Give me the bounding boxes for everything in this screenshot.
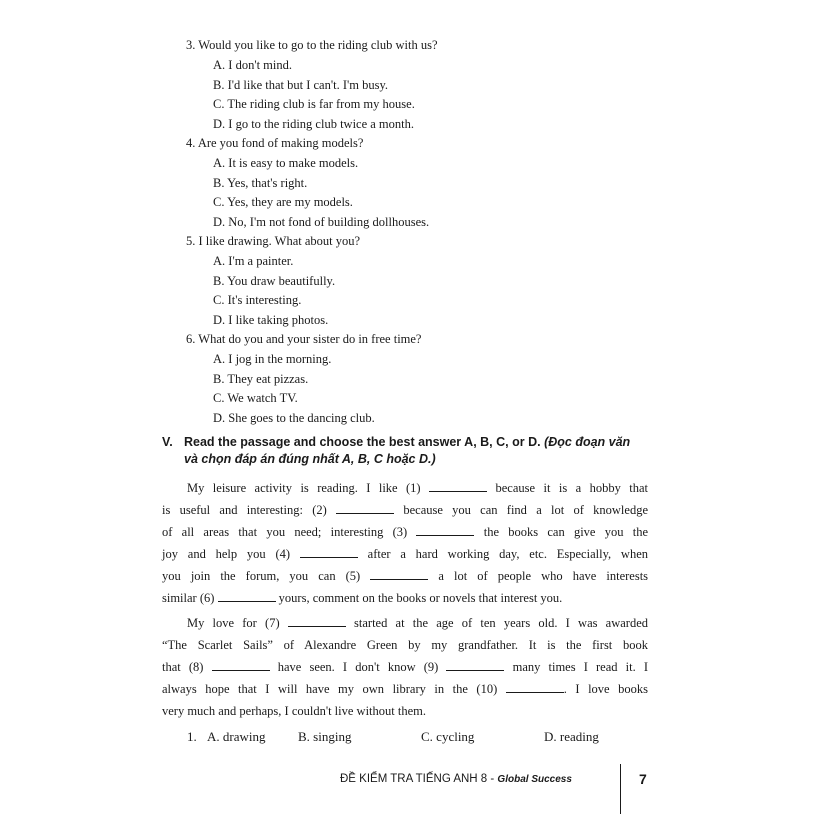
question-5: 5. I like drawing. What about you? (186, 234, 361, 248)
question-6: 6. What do you and your sister do in free time? (186, 332, 422, 346)
q4-option-a: A. It is easy to make models. (213, 156, 359, 170)
section-heading: V. Read the passage and choose the best answer A, B, C, or D. (Đọc đoạn văn (162, 435, 631, 449)
question-4: 4. Are you fond of making models? (186, 136, 364, 150)
answer-option-b: B. singing (298, 729, 352, 744)
q5-option-c: C. It's interesting. (213, 293, 302, 307)
answer-option-a: A. drawing (207, 729, 266, 744)
blank-6 (218, 590, 276, 602)
q6-option-d: D. She goes to the dancing club. (213, 411, 375, 425)
q6-option-b: B. They eat pizzas. (213, 372, 309, 386)
blank-1 (429, 480, 487, 492)
q4-option-c: C. Yes, they are my models. (213, 195, 353, 209)
answer-option-c: C. cycling (421, 729, 475, 744)
passage-line: similar (6) yours, comment on the books or novels that interest you. (162, 591, 563, 605)
question-3: 3. Would you like to go to the riding club with us? (186, 38, 438, 52)
footer-subtitle: Global Success (497, 774, 572, 785)
q4-option-b: B. Yes, that's right. (213, 176, 308, 190)
q3-option-d: D. I go to the riding club twice a month. (213, 117, 415, 131)
page-number: 7 (639, 771, 647, 787)
q5-option-d: D. I like taking photos. (213, 313, 329, 327)
q4-option-d: D. No, I'm not fond of building dollhouses. (213, 215, 430, 229)
answer-option-d: D. reading (544, 729, 599, 744)
passage-line: My leisure activity is reading. I like (1) because it is a hobby that (187, 481, 649, 495)
passage-line: joy and help you (4) after a hard working day, etc. Especially, when (162, 547, 649, 561)
section-heading-vi: và chọn đáp án đúng nhất A, B, C hoặc D.) (184, 452, 436, 466)
passage-line: of all areas that you need; interesting (3) the books can give you the (162, 525, 649, 539)
blank-7 (288, 615, 346, 627)
blank-4 (300, 546, 358, 558)
q3-option-c: C. The riding club is far from my house. (213, 97, 415, 111)
q6-option-a: A. I jog in the morning. (213, 352, 332, 366)
blank-3 (416, 524, 474, 536)
q5-option-b: B. You draw beautifully. (213, 274, 336, 288)
passage-line: My love for (7) started at the age of ten years old. I was awarded (187, 616, 649, 630)
blank-2 (336, 502, 394, 514)
q3-option-a: A. I don't mind. (213, 58, 292, 72)
passage-line: very much and perhaps, I couldn't live without them. (162, 704, 426, 718)
blank-10 (506, 681, 564, 693)
passage-line: is useful and interesting: (2) because you can find a lot of knowledge (162, 503, 648, 517)
footer-title: ĐỀ KIỂM TRA TIẾNG ANH 8 - Global Success (340, 773, 572, 785)
passage-line: “The Scarlet Sails” of Alexandre Green by my grandfather. It is the first book (162, 638, 648, 652)
blank-8 (212, 659, 270, 671)
blank-9 (446, 659, 504, 671)
blank-5 (370, 568, 428, 580)
q5-option-a: A. I'm a painter. (213, 254, 294, 268)
footer-divider (620, 764, 621, 814)
q6-option-c: C. We watch TV. (213, 391, 298, 405)
answer-row-number: 1. (187, 729, 197, 744)
q3-option-b: B. I'd like that but I can't. I'm busy. (213, 78, 389, 92)
passage-line: you join the forum, you can (5) a lot of people who have interests (162, 569, 649, 583)
passage-line: that (8) have seen. I don't know (9) many times I read it. I (162, 660, 649, 674)
passage-line: always hope that I will have my own library in the (10) . I love books (162, 682, 648, 696)
